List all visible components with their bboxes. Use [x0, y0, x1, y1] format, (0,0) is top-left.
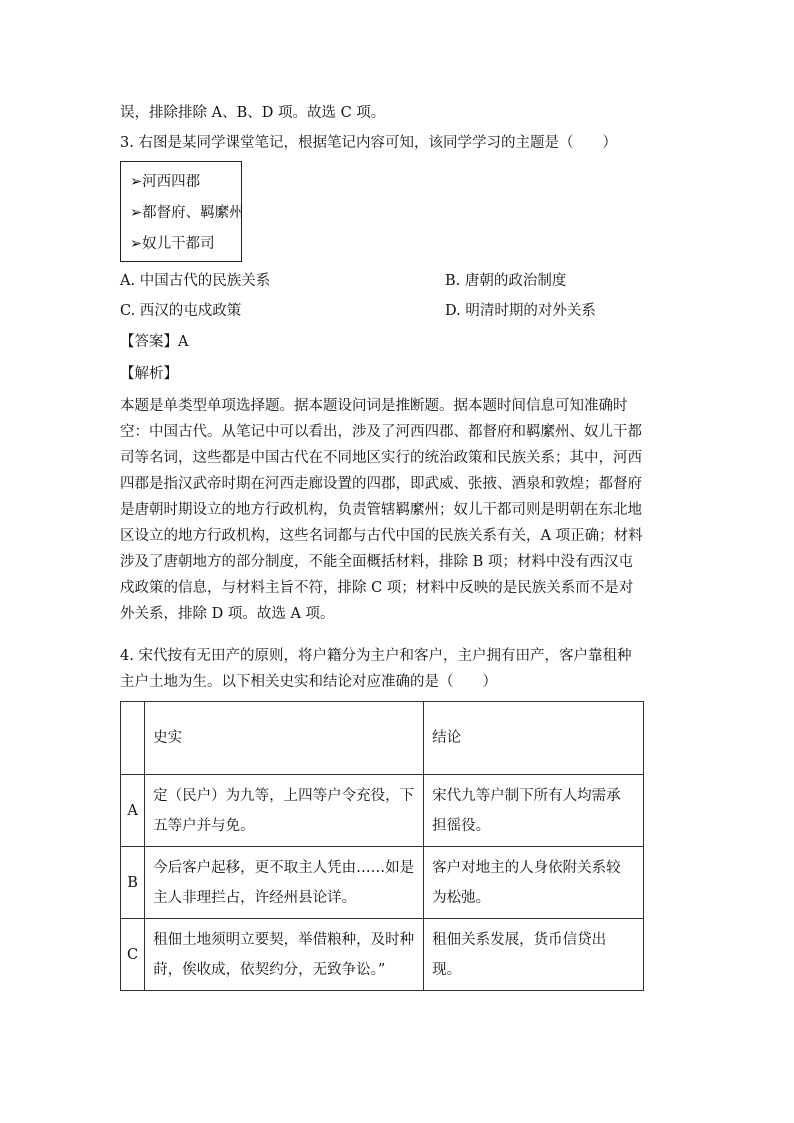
analysis-title: 【解析】	[120, 366, 178, 382]
row-conclusion: 租佃关系发展，货币信贷出现。	[424, 919, 644, 991]
note-item: ➢都督府、羁縻州	[130, 205, 244, 221]
question-3-stem: 3. 右图是某同学课堂笔记，根据笔记内容可知，该同学学习的主题是（ ）	[120, 135, 617, 151]
row-label: A	[121, 775, 145, 847]
table-row	[121, 847, 644, 919]
option-b: B. 唐朝的政治制度	[445, 273, 567, 289]
class-notes-box	[120, 161, 242, 262]
option-d: D. 明清时期的对外关系	[445, 303, 596, 319]
previous-answer-tail: 误，排除排除 A、B、D 项。故选 C 项。	[120, 105, 386, 121]
analysis-text: 本题是单类型单项选择题。据本题设问词是推断题。据本题时间信息可知准确时空：中国古代。从笔记中可以看出，涉及了河西四郡、都督府和羁縻州、奴儿干都司等名词，这些都是中国古代在不同地区实行的统治政策和民族关系；其中，河西四郡是指汉武帝时期在河西走廊设置的四郡，即武威、张掖、酒泉和敦煌；都督府是唐朝时期设立的地方行政机构，负责管辖羁縻州；奴儿干都司则是明朝在东北地区设立的地方行政机构，这些名词都与古代中国的民族关系有关，A 项正确；材料涉及了唐朝地方的部分制度，不能全面概括材料，排除 B 项；材料中没有西汉屯戍政策的信息，与材料主旨不符，排除 C 项；材料中反映的是民族关系而不是对外关系，排除 D 项。故选 A 项。	[120, 398, 643, 622]
row-fact: 定（民户）为九等，上四等户令充役，下五等户并与免。	[145, 775, 424, 847]
table-row	[121, 775, 644, 847]
row-conclusion: 宋代九等户制下所有人均需承担徭役。	[424, 775, 644, 847]
note-item: ➢奴儿干都司	[130, 236, 215, 252]
header-cell-fact: 史实	[145, 702, 424, 775]
row-label: C	[121, 919, 145, 991]
row-fact: 今后客户起移，更不取主人凭由……如是主人非理拦占，许经州县论详。	[145, 847, 424, 919]
row-label: B	[121, 847, 145, 919]
fact-conclusion-table	[120, 701, 644, 991]
row-conclusion: 客户对地主的人身依附关系较为松弛。	[424, 847, 644, 919]
table-header-row	[121, 702, 644, 775]
note-item: ➢河西四郡	[130, 174, 201, 190]
row-fact: 租佃土地须明立要契，举借粮种，及时种莳，俟收成，依契约分，无致争讼。”	[145, 919, 424, 991]
header-cell-label	[121, 702, 145, 775]
option-c: C. 西汉的屯戍政策	[120, 303, 242, 319]
option-a: A. 中国古代的民族关系	[120, 273, 271, 289]
table-row	[121, 919, 644, 991]
answer-label: 【答案】A	[120, 334, 189, 350]
header-cell-conclusion: 结论	[424, 702, 644, 775]
question-4-stem: 4. 宋代按有无田产的原则，将户籍分为主户和客户，主户拥有田产，客户靠租种主户土地为生。以下相关史实和结论对应准确的是（ ）	[120, 648, 632, 690]
